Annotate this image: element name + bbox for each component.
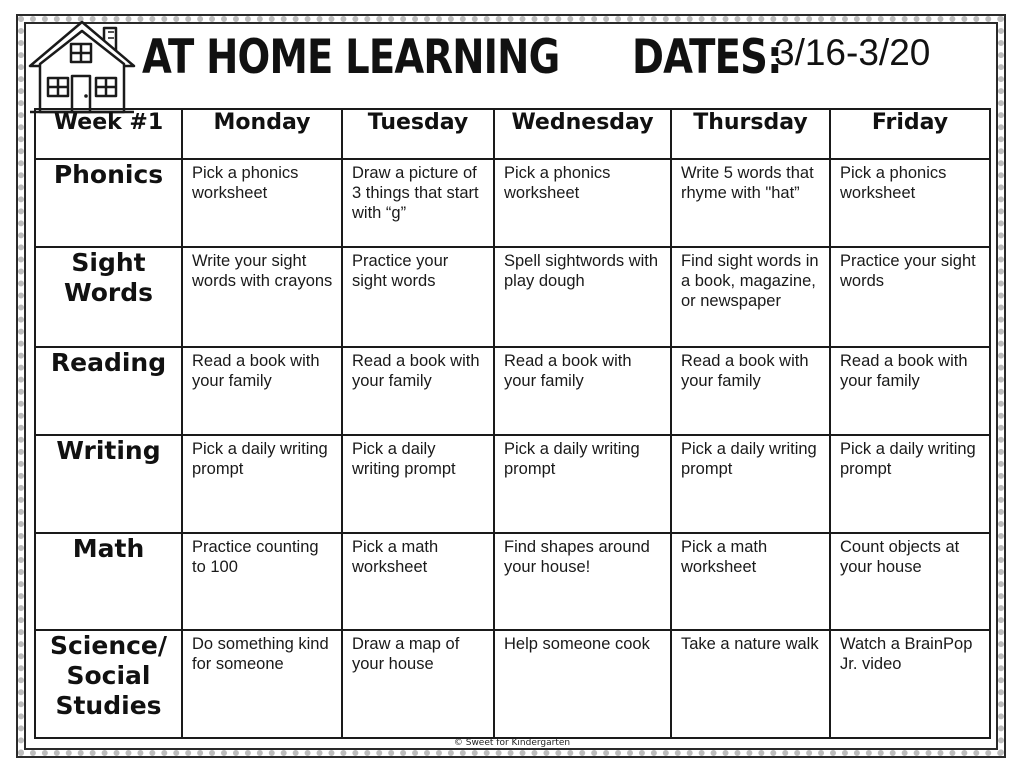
activity-cell: Read a book with your family bbox=[494, 347, 671, 435]
activity-cell: Take a nature walk bbox=[671, 630, 830, 738]
header-row bbox=[35, 109, 990, 159]
day-header-wednesday: Wednesday bbox=[494, 109, 671, 159]
day-header-friday: Friday bbox=[830, 109, 990, 159]
dates-value: 3/16-3/20 bbox=[774, 32, 931, 73]
table-row bbox=[35, 347, 990, 435]
activity-cell: Write your sight words with crayons bbox=[182, 247, 342, 347]
week-label: Week #1 bbox=[35, 109, 182, 159]
subject-math: Math bbox=[35, 533, 182, 630]
activity-cell: Help someone cook bbox=[494, 630, 671, 738]
activity-cell: Practice counting to 100 bbox=[182, 533, 342, 630]
activity-cell: Read a book with your family bbox=[671, 347, 830, 435]
subject-writing: Writing bbox=[35, 435, 182, 533]
activity-cell: Pick a daily writing prompt bbox=[182, 435, 342, 533]
activity-cell: Draw a picture of 3 things that start with “g” bbox=[342, 159, 494, 247]
day-header-tuesday: Tuesday bbox=[342, 109, 494, 159]
weekly-schedule-table bbox=[34, 108, 991, 739]
activity-cell: Pick a daily writing prompt bbox=[671, 435, 830, 533]
activity-cell: Pick a phonics worksheet bbox=[830, 159, 990, 247]
table-row bbox=[35, 159, 990, 247]
table-row bbox=[35, 533, 990, 630]
dates-label: DATES: bbox=[632, 30, 782, 85]
copyright-credit: © Sweet for Kindergarten bbox=[453, 738, 571, 748]
subject-phonics: Phonics bbox=[35, 159, 182, 247]
subject-reading: Reading bbox=[35, 347, 182, 435]
activity-cell: Watch a BrainPop Jr. video bbox=[830, 630, 990, 738]
activity-cell: Pick a phonics worksheet bbox=[182, 159, 342, 247]
activity-cell: Pick a daily writing prompt bbox=[494, 435, 671, 533]
activity-cell: Find shapes around your house! bbox=[494, 533, 671, 630]
subject-science-social-studies: Science/ Social Studies bbox=[35, 630, 182, 738]
activity-cell: Draw a map of your house bbox=[342, 630, 494, 738]
table-row bbox=[35, 247, 990, 347]
day-header-thursday: Thursday bbox=[671, 109, 830, 159]
activity-cell: Practice your sight words bbox=[830, 247, 990, 347]
activity-cell: Count objects at your house bbox=[830, 533, 990, 630]
activity-cell: Read a book with your family bbox=[830, 347, 990, 435]
activity-cell: Pick a math worksheet bbox=[342, 533, 494, 630]
activity-cell: Read a book with your family bbox=[182, 347, 342, 435]
house-icon bbox=[26, 18, 138, 116]
table-row bbox=[35, 435, 990, 533]
activity-cell: Pick a math worksheet bbox=[671, 533, 830, 630]
table-row bbox=[35, 630, 990, 738]
activity-cell: Pick a phonics worksheet bbox=[494, 159, 671, 247]
activity-cell: Pick a daily writing prompt bbox=[342, 435, 494, 533]
activity-cell: Find sight words in a book, magazine, or newspaper bbox=[671, 247, 830, 347]
activity-cell: Pick a daily writing prompt bbox=[830, 435, 990, 533]
activity-cell: Do something kind for someone bbox=[182, 630, 342, 738]
activity-cell: Practice your sight words bbox=[342, 247, 494, 347]
activity-cell: Read a book with your family bbox=[342, 347, 494, 435]
activity-cell: Spell sightwords with play dough bbox=[494, 247, 671, 347]
day-header-monday: Monday bbox=[182, 109, 342, 159]
activity-cell: Write 5 words that rhyme with "hat” bbox=[671, 159, 830, 247]
subject-sight-words: Sight Words bbox=[35, 247, 182, 347]
page-title: AT HOME LEARNING bbox=[142, 30, 560, 85]
